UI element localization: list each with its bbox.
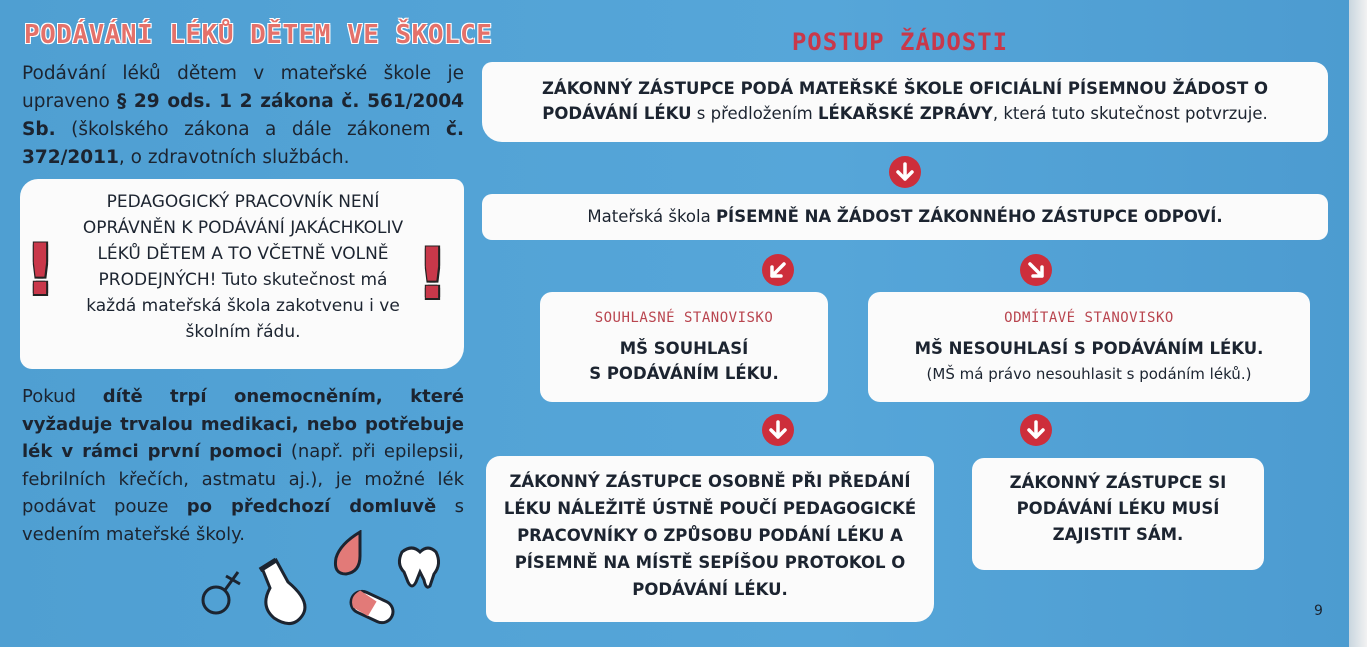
- step1-box: [482, 62, 1328, 142]
- step1-bold-2: LÉKAŘSKÉ ZPRÁVY: [817, 104, 993, 123]
- intro-paragraph: [22, 60, 464, 172]
- step1-normal-2: , která tuto skutečnost potvrzuje.: [992, 104, 1268, 123]
- step2-box: [482, 194, 1328, 240]
- rejection-result-box: [972, 458, 1264, 570]
- approval-line-1: MŠ SOUHLASÍ: [619, 339, 749, 358]
- arrow-down-left-icon: [762, 254, 794, 286]
- arrow-down-right-icon: [1020, 254, 1052, 286]
- exclamation-left-icon: !: [24, 229, 56, 311]
- warning-note-normal: Tuto skutečnost má každá mateřská škola zakotvenu i ve školním řádu.: [86, 270, 400, 342]
- arrow-down-icon: [762, 414, 794, 446]
- approval-label: SOUHLASNÉ STANOVISKO: [594, 310, 774, 326]
- intro-text-2: (školského zákona a dále zákonem: [55, 119, 446, 140]
- right-title: POSTUP ŽÁDOSTI: [791, 28, 1009, 56]
- intro-law-ref: § 29 ods. 1 2 zákona č. 561/2004 Sb.: [22, 91, 464, 140]
- step2-normal: Mateřská škola: [587, 207, 716, 226]
- intro-law-ref-2: č. 372/2011: [22, 119, 464, 168]
- approval-result-text: [496, 468, 924, 603]
- arrow-down-icon: [889, 156, 921, 188]
- approval-box: [540, 292, 828, 402]
- female-symbol-icon: [203, 572, 240, 613]
- rejection-text: [868, 336, 1310, 387]
- approval-result-bold: ZÁKONNÝ ZÁSTUPCE OSOBNĚ PŘI PŘEDÁNÍ LÉKU NÁLEŽITĚ ÚSTNĚ POUČÍ PEDAGOGICKÉ PRACOVNÍKY O ZPŮSOBU PODÁNÍ LÉKU A PÍSEMNĚ NA MÍSTĚ SEPÍŠOU PROTOKOL O PODÁVÁNÍ LÉKU.: [503, 472, 917, 599]
- intro-text-1: Podávání léků dětem v mateřské škole je upraveno: [22, 63, 464, 112]
- tooth-icon: [399, 548, 438, 587]
- medical-icons: [190, 530, 450, 630]
- pill-icon: [347, 588, 396, 627]
- approval-line-2: S PODÁVÁNÍM LÉKU.: [589, 364, 779, 383]
- approval-text: [540, 336, 828, 386]
- approval-result-box: [486, 456, 934, 622]
- drop-icon: [335, 532, 360, 574]
- warning-note-text: [78, 189, 408, 345]
- step1-bold-1: ZÁKONNÝ ZÁSTUPCE PODÁ MATEŘSKÉ ŠKOLE OFICIÁLNÍ PÍSEMNOU ŽÁDOST O PODÁVÁNÍ LÉKU: [541, 79, 1269, 123]
- chronic-text-1: Pokud: [22, 386, 103, 407]
- chronic-text-2: (např. při epilepsii, febrilních křečích, astmatu aj.), je možné lék podávat pouze: [22, 441, 465, 517]
- chronic-illness-paragraph: [22, 383, 464, 548]
- left-title: PODÁVÁNÍ LÉKŮ DĚTEM VE ŠKOLCE: [24, 20, 493, 50]
- rejection-line-1: MŠ NESOUHLASÍ S PODÁVÁNÍM LÉKU.: [914, 339, 1264, 358]
- rejection-result-bold: ZÁKONNÝ ZÁSTUPCE SI PODÁVÁNÍ LÉKU MUSÍ ZAJISTIT SÁM.: [1009, 473, 1227, 544]
- intro-text-3: , o zdravotních službách.: [118, 147, 350, 168]
- warning-note-box: [20, 179, 464, 369]
- rejection-box: [868, 292, 1310, 402]
- rejection-label: ODMÍTAVÉ STANOVISKO: [1004, 310, 1174, 326]
- chronic-bold-1: dítě trpí onemocněním, které vyžaduje trvalou medikaci, nebo potřebuje lék v rámci první pomoci: [22, 386, 464, 462]
- step2-text: [492, 204, 1318, 229]
- step2-bold: PÍSEMNĚ NA ŽÁDOST ZÁKONNÉHO ZÁSTUPCE ODPOVÍ.: [715, 207, 1223, 226]
- page-number: 9: [1314, 603, 1323, 619]
- warning-note-bold: PEDAGOGICKÝ PRACOVNÍK NENÍ OPRÁVNĚN K PODÁVÁNÍ JAKÁCHKOLIV LÉKŮ DĚTEM A TO VČETNĚ VOLNĚ PRODEJNÝCH!: [82, 192, 404, 290]
- chronic-bold-2: po předchozí domluvě: [186, 496, 437, 517]
- bottle-icon: [260, 560, 305, 624]
- rejection-line-2: (MŠ má právo nesouhlasit s podáním léků.): [926, 365, 1252, 383]
- page-edge: [1349, 0, 1367, 647]
- chronic-text-3: s vedením mateřské školy.: [22, 496, 464, 545]
- step1-text: [500, 76, 1310, 126]
- arrow-down-icon: [1020, 414, 1052, 446]
- exclamation-right-icon: !: [416, 233, 448, 315]
- step1-normal-1: s předložením: [691, 104, 818, 123]
- rejection-result-text: [982, 470, 1254, 548]
